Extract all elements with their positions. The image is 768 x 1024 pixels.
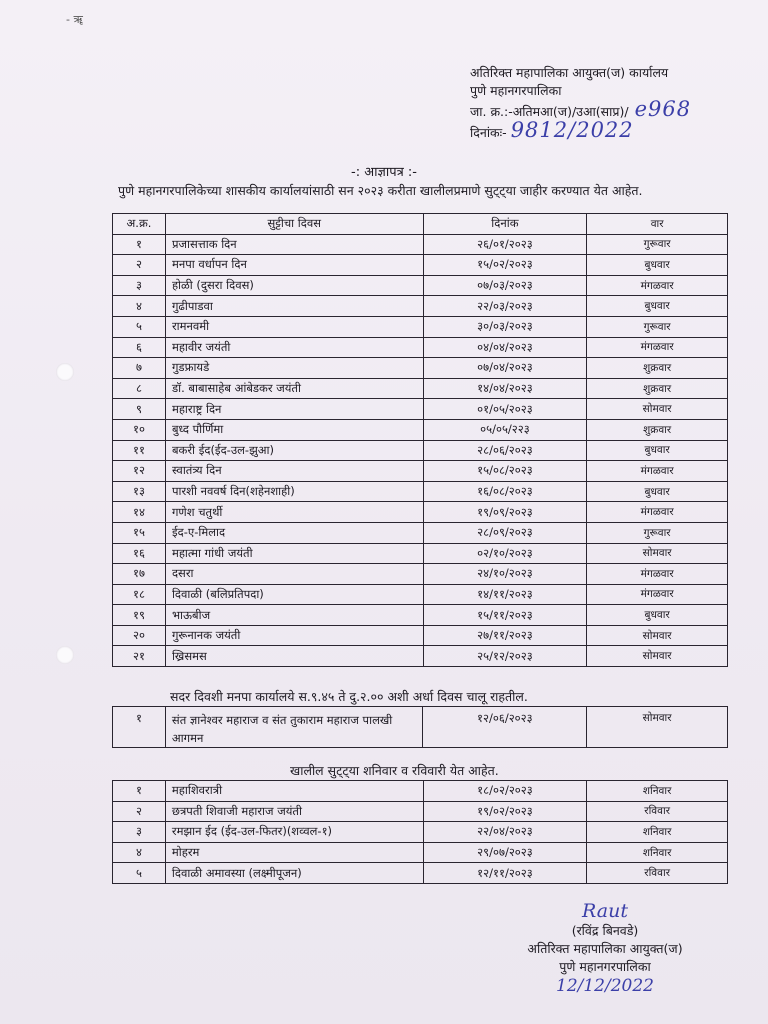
cell-date: १५/०२/२०२३ <box>423 255 587 276</box>
cell-date: २८/०६/२०२३ <box>423 440 587 461</box>
cell-day: बुधवार <box>587 440 728 461</box>
cell-holiday: महाशिवरात्री <box>165 781 423 802</box>
cell-holiday: छत्रपती शिवाजी महाराज जयंती <box>165 801 423 822</box>
cell-serial: ८ <box>113 378 166 399</box>
cell-day: शनिवार <box>587 822 728 843</box>
signatory-designation: अतिरिक्त महापालिका आयुक्त(ज) <box>527 941 683 956</box>
cell-day: रविवार <box>587 863 728 884</box>
table-row <box>113 502 728 523</box>
cell-serial: १४ <box>113 502 166 523</box>
table-row <box>113 522 728 543</box>
header-day: वार <box>587 214 728 235</box>
cell-holiday: महात्मा गांधी जयंती <box>165 543 423 564</box>
table-row <box>113 605 728 626</box>
signature-block <box>490 900 720 996</box>
cell-holiday: डॉ. बाबासाहेब आंबेडकर जयंती <box>165 378 423 399</box>
weekend-note: खालील सुट्ट्या शनिवार व रविवारी येत आहेत. <box>290 763 499 778</box>
header-date: दिनांक <box>423 214 587 235</box>
cell-date: १९/०२/२०२३ <box>423 801 587 822</box>
cell-holiday: प्रजासत्ताक दिन <box>165 234 423 255</box>
table-row <box>113 378 728 399</box>
cell-day: शुक्रवार <box>587 358 728 379</box>
table-row <box>113 316 728 337</box>
cell-serial: ५ <box>113 316 166 337</box>
cell-serial: १ <box>113 707 166 748</box>
cell-date: ०१/०५/२०२३ <box>423 399 587 420</box>
cell-day: बुधवार <box>587 296 728 317</box>
office-header <box>470 64 691 142</box>
cell-day: मंगळवार <box>587 461 728 482</box>
cell-day: मंगळवार <box>587 337 728 358</box>
table-row <box>113 543 728 564</box>
table-row <box>113 781 728 802</box>
cell-day: सोमवार <box>587 543 728 564</box>
signatory-org: पुणे महानगरपालिका <box>559 959 651 974</box>
punch-hole <box>56 363 74 381</box>
cell-date: १४/११/२०२३ <box>423 584 587 605</box>
reference-label: जा. क्र.:-अतिमआ(ज)/उआ(साप्र)/ <box>470 104 629 119</box>
cell-date: ०२/१०/२०२३ <box>423 543 587 564</box>
cell-day: शनिवार <box>587 842 728 863</box>
cell-holiday: गुडफ्रायडे <box>165 358 423 379</box>
cell-holiday: होळी (दुसरा दिवस) <box>165 275 423 296</box>
cell-date: ०४/०४/२०२३ <box>423 337 587 358</box>
cell-serial: २१ <box>113 646 166 667</box>
cell-date: १५/०८/२०२३ <box>423 461 587 482</box>
cell-day: सोमवार <box>587 625 728 646</box>
cell-day: बुधवार <box>587 605 728 626</box>
cell-serial: ३ <box>113 822 166 843</box>
cell-holiday: ख्रिसमस <box>165 646 423 667</box>
cell-day: सोमवार <box>587 707 728 748</box>
cell-date: १५/११/२०२३ <box>423 605 587 626</box>
cell-day: बुधवार <box>587 481 728 502</box>
cell-day: शुक्रवार <box>587 419 728 440</box>
cell-date: १८/०२/२०२३ <box>423 781 587 802</box>
cell-day: मंगळवार <box>587 502 728 523</box>
header-holiday: सुट्टीचा दिवस <box>165 214 423 235</box>
cell-serial: ७ <box>113 358 166 379</box>
cell-date: ०७/०३/२०२३ <box>423 275 587 296</box>
cell-serial: १६ <box>113 543 166 564</box>
cell-serial: ४ <box>113 296 166 317</box>
table-row <box>113 399 728 420</box>
office-name: अतिरिक्त महापालिका आयुक्त(ज) कार्यालय <box>470 65 669 80</box>
table-row <box>113 481 728 502</box>
cell-day: रविवार <box>587 801 728 822</box>
cell-serial: ३ <box>113 275 166 296</box>
cell-holiday: गुरूनानक जयंती <box>165 625 423 646</box>
cell-serial: ४ <box>113 842 166 863</box>
cell-holiday: स्वातंत्र्य दिन <box>165 461 423 482</box>
table-row <box>113 564 728 585</box>
table-row <box>113 625 728 646</box>
cell-holiday: दिवाळी अमावस्या (लक्ष्मीपूजन) <box>165 863 423 884</box>
cell-serial: २ <box>113 801 166 822</box>
order-intro: पुणे महानगरपालिकेच्या शासकीय कार्यालयांसाठी सन २०२३ करीता खालीलप्रमाणे सुट्ट्या जाहीर करण्यात येत आहेत. <box>118 183 643 198</box>
cell-holiday: महाराष्ट्र दिन <box>165 399 423 420</box>
table-row <box>113 584 728 605</box>
signature: Raut <box>582 900 628 922</box>
cell-holiday: गणेश चतुर्थी <box>165 502 423 523</box>
table-row <box>113 275 728 296</box>
table-row <box>113 801 728 822</box>
table-row <box>113 358 728 379</box>
cell-serial: ९ <box>113 399 166 420</box>
cell-serial: ५ <box>113 863 166 884</box>
order-heading: -: आज्ञापत्र :- <box>351 165 417 180</box>
cell-holiday: ईद-ए-मिलाद <box>165 522 423 543</box>
cell-day: गुरूवार <box>587 316 728 337</box>
cell-holiday: बुध्द पौर्णिमा <box>165 419 423 440</box>
cell-day: मंगळवार <box>587 275 728 296</box>
cell-serial: १० <box>113 419 166 440</box>
cell-holiday: गुढीपाडवा <box>165 296 423 317</box>
cell-serial: ६ <box>113 337 166 358</box>
date-value: 9812/2022 <box>510 118 634 142</box>
cell-holiday: पारशी नववर्ष दिन(शहेनशाही) <box>165 481 423 502</box>
cell-serial: १३ <box>113 481 166 502</box>
cell-date: २७/११/२०२३ <box>423 625 587 646</box>
cell-holiday: संत ज्ञानेश्वर महाराज व संत तुकाराम महाराज पालखी आगमन <box>165 707 423 748</box>
signature-date: 12/12/2022 <box>556 976 654 996</box>
cell-date: १९/०९/२०२३ <box>423 502 587 523</box>
cell-serial: १९ <box>113 605 166 626</box>
date-label: दिनांकः- <box>470 125 507 140</box>
office-org: पुणे महानगरपालिका <box>470 83 562 98</box>
table-row <box>113 822 728 843</box>
cell-serial: १८ <box>113 584 166 605</box>
cell-date: ०५/०५/२२३ <box>423 419 587 440</box>
cell-day: सोमवार <box>587 646 728 667</box>
cell-serial: १५ <box>113 522 166 543</box>
cell-day: शुक्रवार <box>587 378 728 399</box>
signatory-name: (रविंद्र बिनवडे) <box>571 923 639 938</box>
cell-serial: १ <box>113 781 166 802</box>
table-row <box>113 842 728 863</box>
table-row <box>113 337 728 358</box>
cell-date: २२/०३/२०२३ <box>423 296 587 317</box>
cell-serial: २ <box>113 255 166 276</box>
cell-day: मंगळवार <box>587 564 728 585</box>
date-line <box>470 118 691 142</box>
half-day-table <box>112 706 728 748</box>
cell-date: १४/०४/२०२३ <box>423 378 587 399</box>
corner-mark: - ॠ <box>66 13 83 26</box>
cell-date: १६/०८/२०२३ <box>423 481 587 502</box>
cell-holiday: बकरी ईद(ईद-उल-झुआ) <box>165 440 423 461</box>
cell-date: २८/०९/२०२३ <box>423 522 587 543</box>
cell-holiday: भाऊबीज <box>165 605 423 626</box>
cell-date: ३०/०३/२०२३ <box>423 316 587 337</box>
holiday-table-header <box>113 214 728 235</box>
table-row <box>113 646 728 667</box>
table-row <box>113 707 728 748</box>
cell-date: १२/०६/२०२३ <box>423 707 587 748</box>
cell-date: २६/०१/२०२३ <box>423 234 587 255</box>
cell-serial: १७ <box>113 564 166 585</box>
cell-holiday: रमझान ईद (ईद-उल-फितर)(शव्वल-१) <box>165 822 423 843</box>
table-row <box>113 234 728 255</box>
table-row <box>113 440 728 461</box>
table-row <box>113 296 728 317</box>
cell-date: १२/११/२०२३ <box>423 863 587 884</box>
cell-day: बुधवार <box>587 255 728 276</box>
cell-holiday: मनपा वर्धापन दिन <box>165 255 423 276</box>
cell-holiday: दिवाळी (बलिप्रतिपदा) <box>165 584 423 605</box>
cell-date: ०७/०४/२०२३ <box>423 358 587 379</box>
cell-date: २५/१२/२०२३ <box>423 646 587 667</box>
cell-holiday: रामनवमी <box>165 316 423 337</box>
cell-serial: १ <box>113 234 166 255</box>
table-row <box>113 255 728 276</box>
cell-date: २२/०४/२०२३ <box>423 822 587 843</box>
cell-day: मंगळवार <box>587 584 728 605</box>
header-serial: अ.क्र. <box>113 214 166 235</box>
holiday-table <box>112 213 728 667</box>
half-day-note: सदर दिवशी मनपा कार्यालये स.९.४५ ते दु.२.०० अशी अर्धा दिवस चालू राहतील. <box>170 689 528 704</box>
cell-serial: ११ <box>113 440 166 461</box>
reference-number: e968 <box>634 97 692 121</box>
table-row <box>113 863 728 884</box>
table-row <box>113 461 728 482</box>
cell-holiday: दसरा <box>165 564 423 585</box>
table-row <box>113 419 728 440</box>
cell-serial: १२ <box>113 461 166 482</box>
cell-date: २४/१०/२०२३ <box>423 564 587 585</box>
cell-holiday: महावीर जयंती <box>165 337 423 358</box>
cell-day: शनिवार <box>587 781 728 802</box>
cell-day: गुरूवार <box>587 234 728 255</box>
cell-day: सोमवार <box>587 399 728 420</box>
cell-serial: २० <box>113 625 166 646</box>
punch-hole <box>56 646 74 664</box>
cell-day: गुरूवार <box>587 522 728 543</box>
cell-holiday: मोहरम <box>165 842 423 863</box>
weekend-table <box>112 780 728 884</box>
cell-date: २९/०७/२०२३ <box>423 842 587 863</box>
